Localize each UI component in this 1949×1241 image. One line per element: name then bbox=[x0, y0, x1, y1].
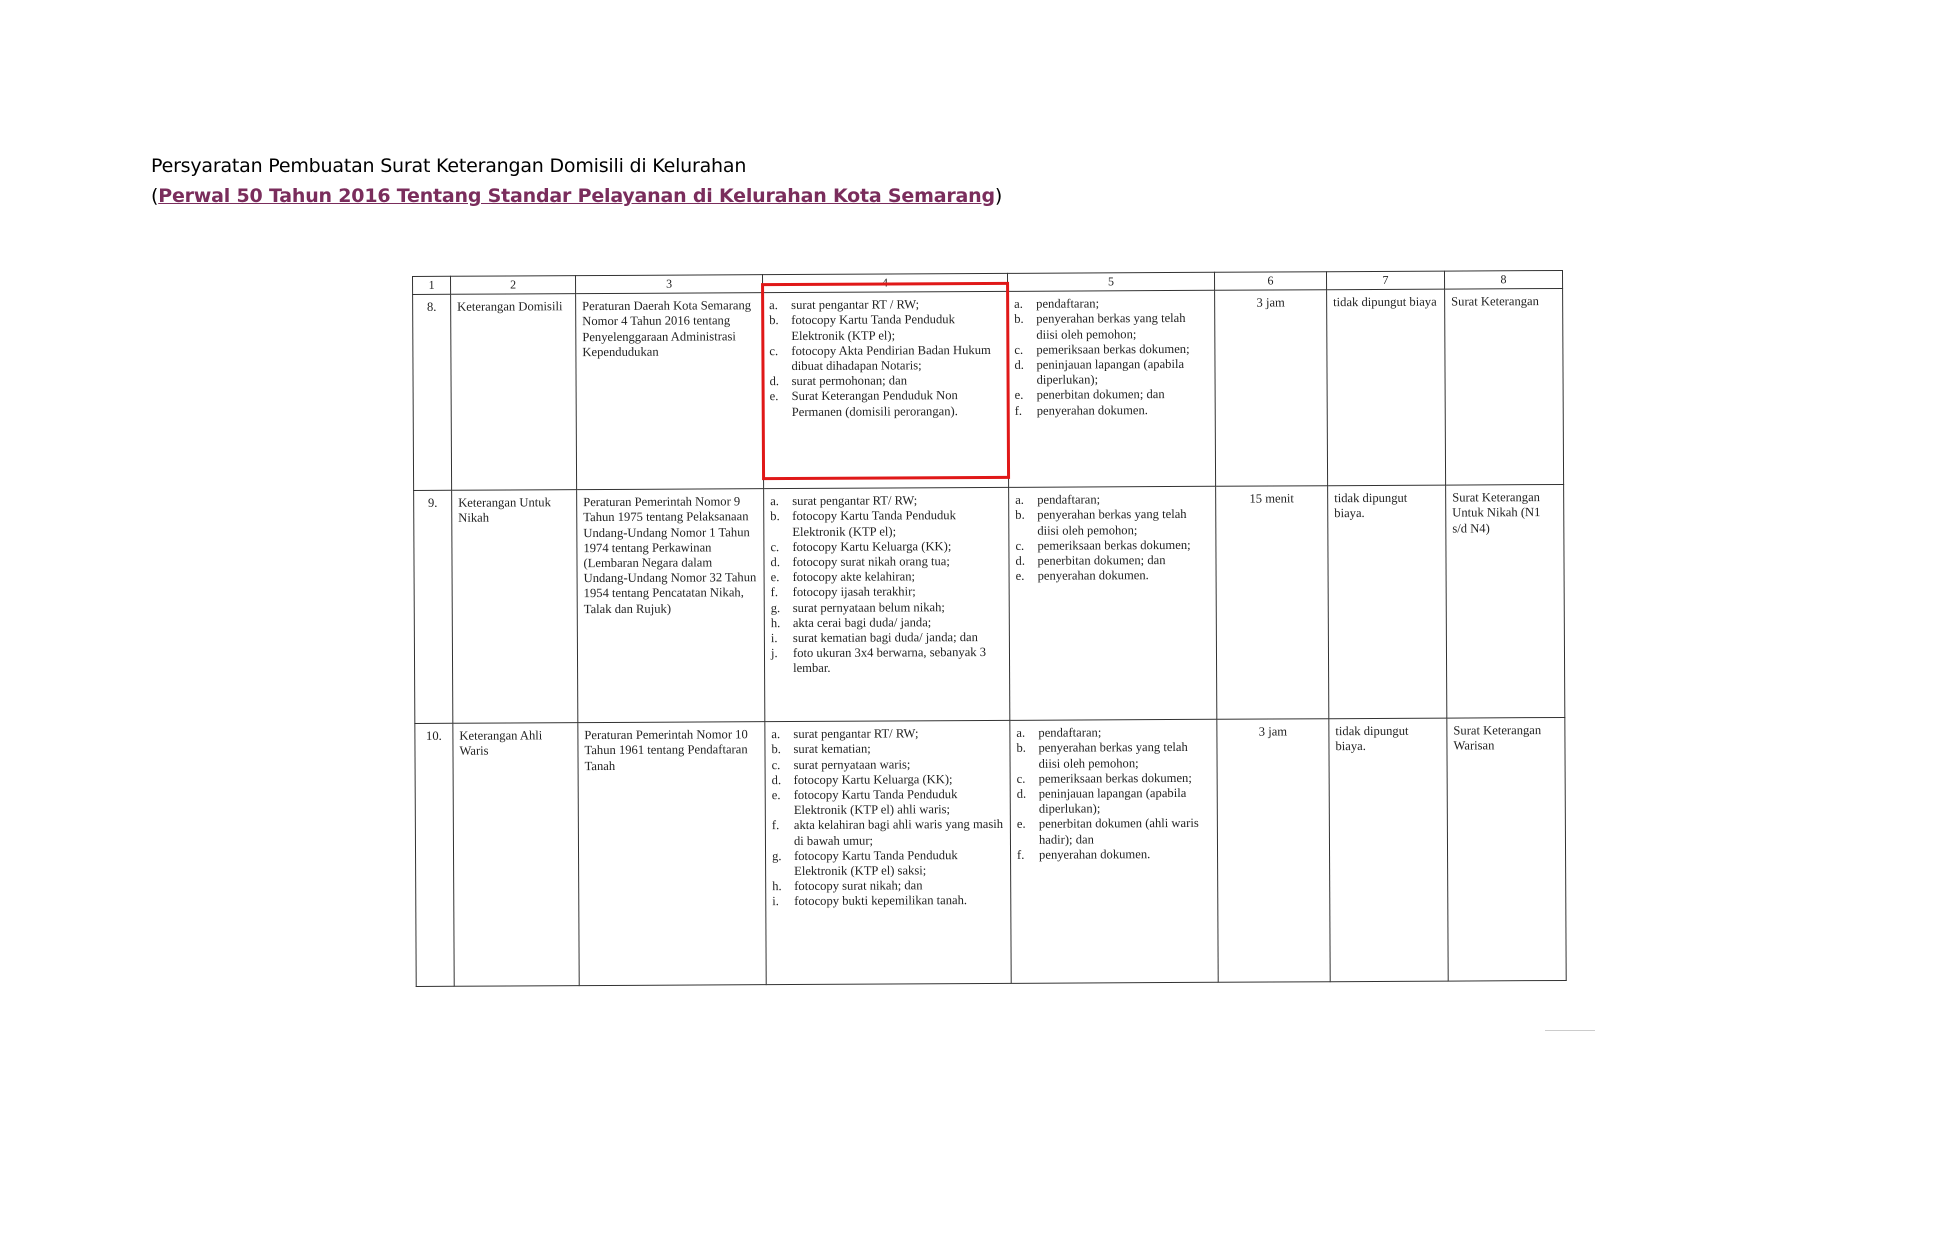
paren-close: ) bbox=[994, 185, 1003, 207]
list-item bbox=[769, 343, 1001, 375]
list-item bbox=[1014, 357, 1208, 388]
paren-open: ( bbox=[151, 185, 159, 207]
item-text: surat kematian; bbox=[793, 742, 871, 757]
service-name: Keterangan Domisili bbox=[451, 294, 577, 491]
list-item bbox=[771, 569, 1003, 585]
legal-basis: Peraturan Pemerintah Nomor 9 Tahun 1975 tentang Pelaksanaan Undang-Undang Nomor 1 Tahun 1974 tentang Perkawinan (Lembaran Negara dalam Undang-Undang Nomor 32 Tahun 1954 tentang Pencatatan Nikah, Talak dan Rujuk) bbox=[577, 489, 765, 723]
list-item bbox=[1015, 538, 1209, 554]
table-row bbox=[415, 718, 1566, 987]
list-item bbox=[771, 630, 1003, 646]
item-text: penerbitan dokumen; dan bbox=[1037, 553, 1166, 568]
item-text: surat pengantar RT / RW; bbox=[791, 297, 920, 313]
list-item bbox=[1017, 847, 1211, 863]
item-marker: c. bbox=[770, 539, 780, 554]
service-cost: tidak dipungut biaya. bbox=[1329, 718, 1448, 982]
procedure-cell bbox=[1008, 291, 1216, 488]
item-text: penyerahan dokumen. bbox=[1036, 402, 1148, 418]
item-marker: d. bbox=[769, 374, 780, 389]
item-marker: a. bbox=[771, 727, 781, 742]
list-item bbox=[1014, 342, 1208, 358]
list-item bbox=[769, 297, 1001, 313]
item-text: penyerahan berkas yang telah diisi oleh pemohon; bbox=[1036, 311, 1186, 342]
service-time: 15 menit bbox=[1216, 486, 1329, 720]
list-item bbox=[772, 878, 1004, 894]
item-marker: e. bbox=[1015, 569, 1025, 584]
requirements-cell bbox=[765, 721, 1011, 985]
item-marker: e. bbox=[1014, 388, 1024, 403]
item-marker: e. bbox=[769, 389, 779, 404]
list-item bbox=[772, 848, 1004, 880]
list-item bbox=[772, 787, 1004, 819]
item-text: penyerahan dokumen. bbox=[1037, 568, 1149, 583]
item-text: penerbitan dokumen (ahli waris hadir); dan bbox=[1038, 816, 1199, 847]
row-number: 9. bbox=[414, 490, 453, 723]
item-text: surat pengantar RT/ RW; bbox=[793, 726, 919, 742]
list-item bbox=[771, 645, 1003, 677]
service-product: Surat Keterangan Warisan bbox=[1447, 718, 1566, 982]
item-text: pendaftaran; bbox=[1038, 725, 1102, 740]
item-marker: b. bbox=[1014, 312, 1024, 327]
item-marker: a. bbox=[1015, 493, 1024, 508]
item-text: fotocopy ijasah terakhir; bbox=[792, 584, 916, 600]
item-text: fotocopy Kartu Keluarga (KK); bbox=[792, 538, 952, 554]
list-item bbox=[772, 893, 1004, 909]
list-item bbox=[1015, 387, 1209, 403]
item-marker: b. bbox=[769, 313, 779, 328]
table-row bbox=[413, 289, 1564, 491]
list-item bbox=[770, 539, 1002, 555]
item-marker: d. bbox=[1015, 553, 1025, 568]
item-marker: c. bbox=[1016, 771, 1026, 786]
item-text: surat pernyataan belum nikah; bbox=[792, 599, 945, 615]
list-item bbox=[771, 741, 1003, 757]
col-header-6: 6 bbox=[1214, 272, 1326, 291]
item-text: pemeriksaan berkas dokumen; bbox=[1036, 341, 1190, 357]
list-item bbox=[1014, 296, 1208, 312]
item-marker: b. bbox=[770, 509, 780, 524]
legal-basis: Peraturan Daerah Kota Semarang Nomor 4 Tahun 2016 tentang Penyelenggaraan Administrasi Kependudukan bbox=[576, 293, 764, 490]
item-marker: a. bbox=[1016, 725, 1026, 741]
requirements-cell bbox=[763, 292, 1009, 489]
item-marker: i. bbox=[772, 894, 779, 909]
item-marker: a. bbox=[1014, 297, 1023, 312]
list-item bbox=[770, 493, 1002, 509]
service-name: Keterangan Ahli Waris bbox=[453, 723, 579, 987]
item-text: penerbitan dokumen; dan bbox=[1036, 387, 1165, 403]
item-marker: e. bbox=[770, 570, 780, 585]
requirements-cell bbox=[764, 488, 1010, 722]
item-marker: f. bbox=[771, 818, 780, 833]
item-text: peninjauan lapangan (apabila diperlukan); bbox=[1038, 785, 1187, 816]
item-marker: h. bbox=[770, 615, 781, 630]
item-text: fotocopy bukti kepemilikan tanah. bbox=[794, 893, 968, 909]
list-item bbox=[1015, 492, 1209, 508]
item-marker: j. bbox=[770, 646, 778, 661]
scanned-table-image bbox=[412, 270, 1566, 1010]
list-item bbox=[1017, 786, 1211, 817]
heading-reference bbox=[151, 181, 1002, 211]
scan-artifact-line bbox=[1545, 1030, 1595, 1031]
item-marker: g. bbox=[772, 848, 782, 863]
col-header-2: 2 bbox=[451, 276, 576, 295]
heading-title: Persyaratan Pembuatan Surat Keterangan Domisili di Kelurahan bbox=[151, 155, 747, 177]
item-marker: e. bbox=[771, 788, 781, 803]
item-marker: a. bbox=[770, 494, 779, 509]
item-marker: c. bbox=[1015, 538, 1025, 553]
item-marker: c. bbox=[771, 757, 781, 772]
col-header-1: 1 bbox=[413, 276, 451, 294]
col-header-4: 4 bbox=[762, 273, 1007, 292]
list-item bbox=[771, 584, 1003, 600]
item-marker: b. bbox=[1016, 741, 1026, 756]
list-item bbox=[770, 508, 1002, 540]
col-header-5: 5 bbox=[1007, 272, 1214, 291]
procedure-cell bbox=[1009, 486, 1217, 720]
item-marker: f. bbox=[1014, 403, 1023, 418]
item-marker: f. bbox=[770, 585, 779, 600]
list-item bbox=[1014, 311, 1208, 342]
service-product: Surat Keterangan bbox=[1445, 289, 1564, 486]
item-marker: i. bbox=[770, 631, 778, 646]
item-text: fotocopy Akta Pendirian Badan Hukum dibuat dihadapan Notaris; bbox=[791, 342, 991, 374]
col-header-7: 7 bbox=[1326, 271, 1444, 290]
row-number: 8. bbox=[413, 295, 452, 491]
list-item bbox=[770, 388, 1002, 420]
item-marker: d. bbox=[771, 772, 782, 787]
item-marker: e. bbox=[1016, 817, 1026, 832]
list-item bbox=[1015, 507, 1209, 538]
item-text: surat pengantar RT/ RW; bbox=[792, 493, 918, 509]
item-text: peninjauan lapangan (apabila diperlukan); bbox=[1036, 356, 1185, 387]
procedure-cell bbox=[1010, 719, 1218, 983]
item-marker: b. bbox=[771, 742, 781, 757]
item-text: fotocopy Kartu Tanda Penduduk Elektronik (KTP el); bbox=[791, 312, 955, 343]
item-marker: d. bbox=[770, 555, 780, 570]
item-text: penyerahan dokumen. bbox=[1039, 846, 1151, 862]
list-item bbox=[770, 373, 1002, 389]
list-item bbox=[1015, 553, 1209, 569]
page-heading bbox=[151, 151, 1002, 211]
item-text: foto ukuran 3x4 berwarna, sebanyak 3 lembar. bbox=[792, 645, 987, 676]
item-text: fotocopy Kartu Tanda Penduduk Elektronik (KTP el); bbox=[792, 508, 956, 539]
list-item bbox=[771, 600, 1003, 616]
list-item bbox=[1016, 725, 1210, 741]
item-marker: g. bbox=[770, 600, 781, 615]
list-item bbox=[1017, 771, 1211, 787]
item-marker: h. bbox=[772, 879, 782, 894]
item-marker: d. bbox=[1014, 357, 1024, 372]
item-text: fotocopy Kartu Tanda Penduduk Elektronik (KTP el) saksi; bbox=[794, 847, 958, 879]
item-text: fotocopy Kartu Tanda Penduduk Elektronik (KTP el) ahli waris; bbox=[793, 787, 958, 818]
item-text: fotocopy surat nikah; dan bbox=[794, 878, 923, 894]
list-item bbox=[772, 772, 1004, 788]
service-name: Keterangan Untuk Nikah bbox=[452, 490, 578, 724]
item-text: surat pernyataan waris; bbox=[793, 757, 911, 772]
list-item bbox=[1017, 816, 1211, 847]
list-item bbox=[772, 757, 1004, 773]
list-item bbox=[769, 312, 1001, 344]
table-row bbox=[414, 485, 1565, 724]
item-text: pemeriksaan berkas dokumen; bbox=[1038, 770, 1192, 786]
list-item bbox=[1016, 740, 1210, 771]
row-number: 10. bbox=[415, 723, 454, 986]
item-marker: c. bbox=[1014, 342, 1024, 357]
item-marker: a. bbox=[769, 298, 778, 313]
item-text: pendaftaran; bbox=[1036, 296, 1100, 311]
item-text: penyerahan berkas yang telah diisi oleh pemohon; bbox=[1038, 740, 1188, 771]
item-text: fotocopy Kartu Keluarga (KK); bbox=[793, 771, 953, 787]
item-text: akta kelahiran bagi ahli waris yang masih di bawah umur; bbox=[793, 817, 1004, 848]
col-header-3: 3 bbox=[576, 275, 763, 294]
requirements-table bbox=[412, 270, 1567, 987]
item-text: penyerahan berkas yang telah diisi oleh pemohon; bbox=[1037, 507, 1187, 538]
item-text: fotocopy surat nikah orang tua; bbox=[792, 554, 950, 570]
item-text: pemeriksaan berkas dokumen; bbox=[1037, 537, 1191, 553]
list-item bbox=[1016, 568, 1210, 584]
service-time: 3 jam bbox=[1217, 719, 1330, 983]
item-marker: b. bbox=[1015, 508, 1025, 523]
list-item bbox=[771, 726, 1003, 742]
service-cost: tidak dipungut biaya. bbox=[1328, 485, 1447, 719]
service-time: 3 jam bbox=[1215, 290, 1328, 487]
item-text: Surat Keterangan Penduduk Non Permanen (domisili perorangan). bbox=[791, 388, 958, 419]
item-marker: f. bbox=[1017, 847, 1025, 862]
legal-basis: Peraturan Pemerintah Nomor 10 Tahun 1961 tentang Pendaftaran Tanah bbox=[578, 722, 766, 986]
regulation-link[interactable]: Perwal 50 Tahun 2016 Tentang Standar Pelayanan di Kelurahan Kota Semarang bbox=[158, 185, 995, 207]
item-text: surat permohonan; dan bbox=[791, 373, 908, 389]
item-marker: d. bbox=[1016, 786, 1027, 801]
item-text: surat kematian bagi duda/ janda; dan bbox=[792, 630, 978, 646]
list-item bbox=[770, 554, 1002, 570]
item-text: fotocopy akte kelahiran; bbox=[792, 569, 916, 585]
list-item bbox=[771, 615, 1003, 631]
item-text: akta cerai bagi duda/ janda; bbox=[792, 615, 932, 630]
service-cost: tidak dipungut biaya bbox=[1327, 289, 1446, 486]
list-item bbox=[1015, 402, 1209, 418]
service-product: Surat Keterangan Untuk Nikah (N1 s/d N4) bbox=[1446, 485, 1565, 719]
list-item bbox=[772, 817, 1004, 849]
col-header-8: 8 bbox=[1444, 270, 1562, 289]
item-marker: c. bbox=[769, 343, 779, 358]
item-text: pendaftaran; bbox=[1037, 492, 1101, 507]
